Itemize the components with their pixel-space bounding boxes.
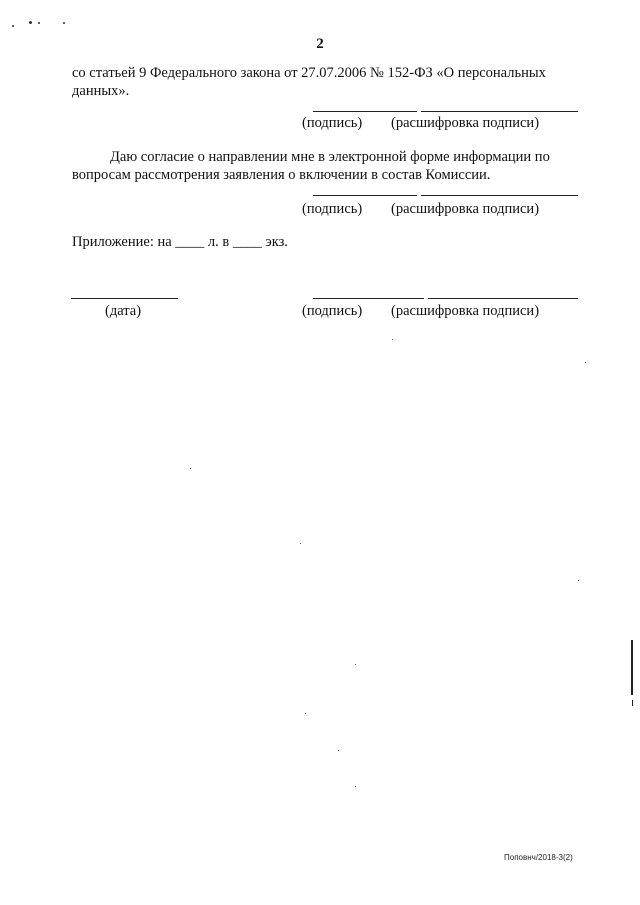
decryption-label-1: (расшифровка подписи) <box>391 115 540 131</box>
scan-speck <box>585 362 586 363</box>
scan-speck <box>578 580 579 581</box>
signature-line-1[interactable] <box>313 111 417 112</box>
scan-edge-mark <box>632 700 633 706</box>
scan-speck <box>338 750 339 751</box>
scan-speck <box>190 468 191 469</box>
consent-continuation-paragraph <box>72 64 578 100</box>
scan-speck <box>355 664 356 665</box>
signature-line-2[interactable] <box>313 195 417 196</box>
decryption-line-1[interactable] <box>421 111 578 112</box>
decryption-line-2[interactable] <box>421 195 578 196</box>
scan-edge-mark <box>631 640 633 695</box>
consent-line-2: данных». <box>72 83 130 99</box>
electronic-consent-paragraph <box>72 148 578 184</box>
electronic-consent-line-1: Даю согласие о направлении мне в электронной форме информации по <box>110 149 550 165</box>
scan-speck <box>300 543 301 544</box>
decryption-label-2: (расшифровка подписи) <box>391 201 540 217</box>
date-line[interactable] <box>71 298 178 299</box>
page-number: 2 <box>316 36 324 52</box>
signature-line-3[interactable] <box>313 298 424 299</box>
signature-label-3: (подпись) <box>302 303 363 319</box>
decryption-line-3[interactable] <box>428 298 578 299</box>
consent-line-1: со статьей 9 Федерального закона от 27.07.2006 № 152-ФЗ «О персональных <box>72 65 546 81</box>
date-label: (дата) <box>105 303 142 319</box>
scan-speck <box>12 25 14 27</box>
decryption-label-3: (расшифровка подписи) <box>391 303 540 319</box>
attachment-line: Приложение: на ____ л. в ____ экз. <box>72 234 288 250</box>
scan-speck <box>29 21 32 24</box>
footer-document-code: Поповнч/2018-3(2) <box>504 853 573 862</box>
scan-speck <box>392 339 393 340</box>
electronic-consent-line-2: вопросам рассмотрения заявления о включении в состав Комиссии. <box>72 167 491 183</box>
scan-speck <box>63 22 65 24</box>
scan-speck <box>355 786 356 787</box>
scan-speck <box>38 22 40 24</box>
signature-label-2: (подпись) <box>302 201 363 217</box>
scan-speck <box>305 713 306 714</box>
signature-label-1: (подпись) <box>302 115 363 131</box>
